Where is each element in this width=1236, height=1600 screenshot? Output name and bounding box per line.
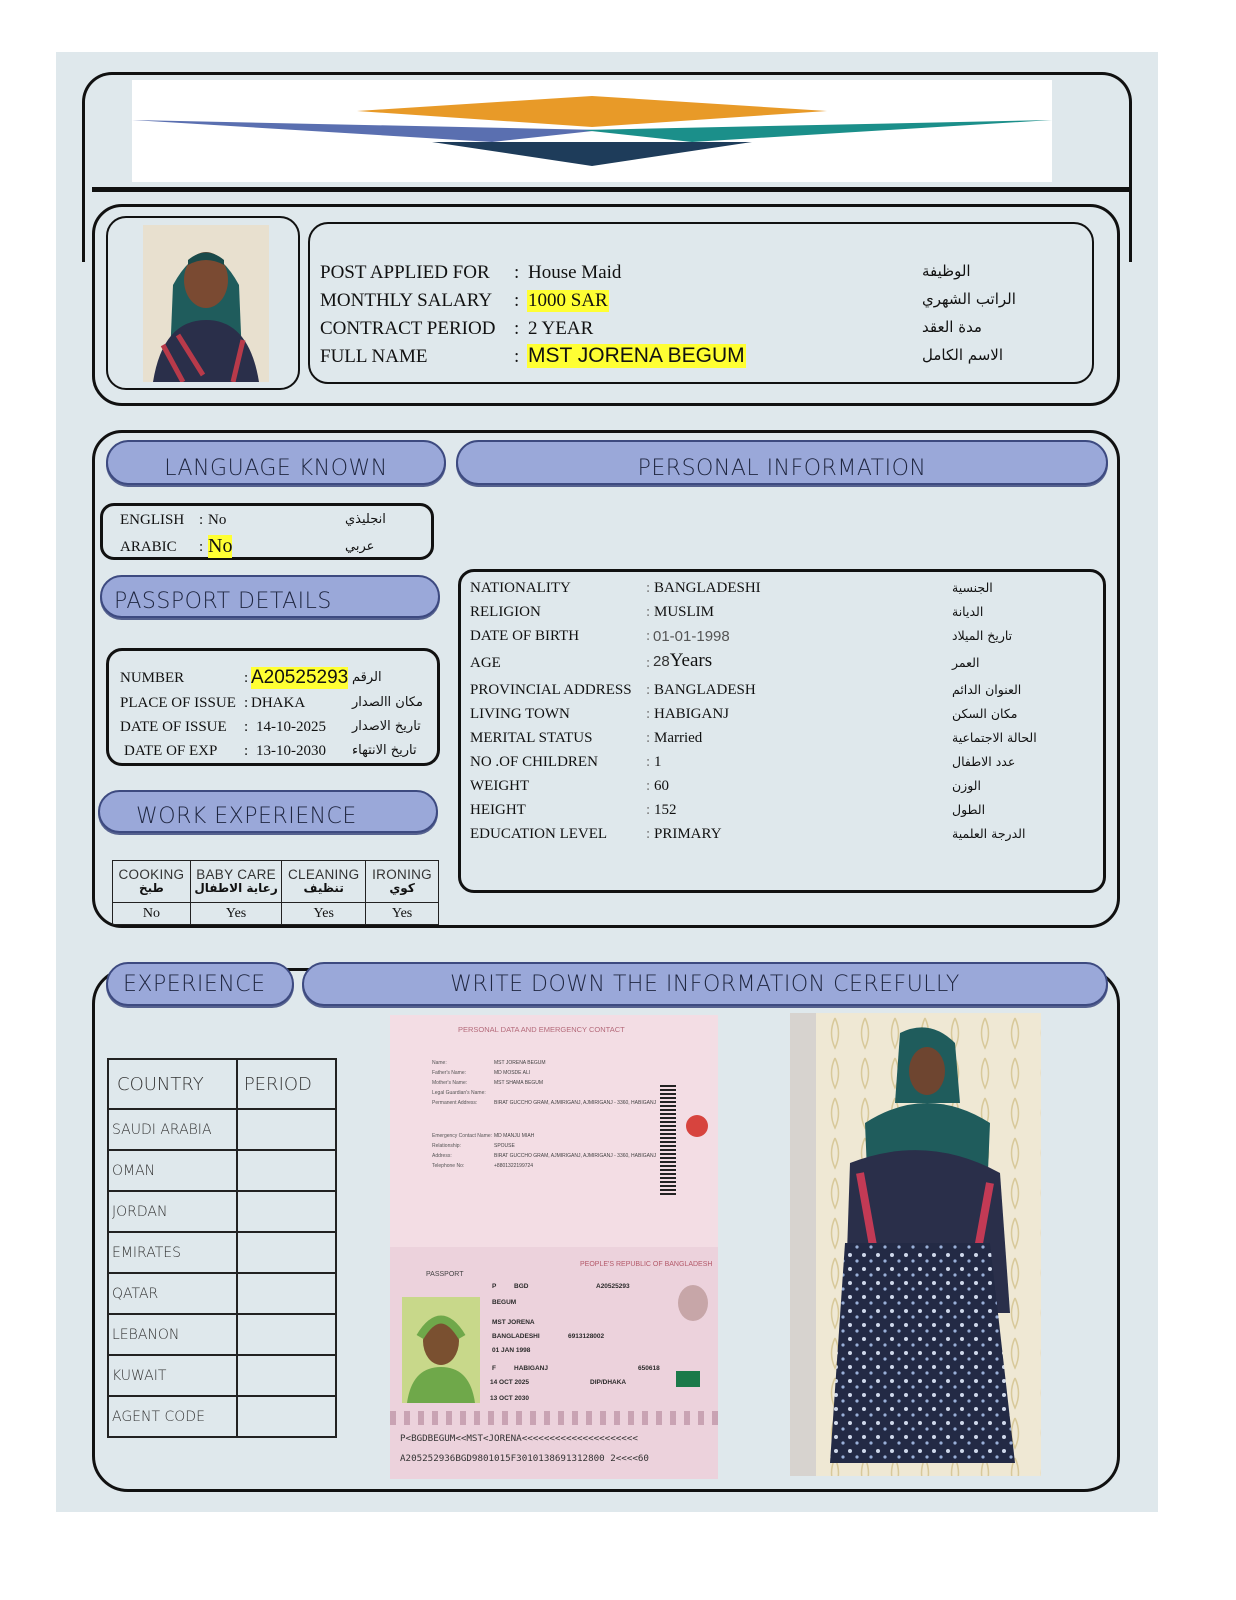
scan-field: BGD <box>514 1283 529 1290</box>
experience-row <box>108 1191 336 1232</box>
country-experience-table <box>107 1058 337 1438</box>
age-number: 28 <box>653 653 670 670</box>
experience-row <box>108 1355 336 1396</box>
personal-arabic-label: العمر <box>952 655 980 670</box>
scan-field-label: Emergency Contact Name: <box>432 1133 493 1139</box>
scan-field-label: Relationship: <box>432 1143 461 1149</box>
experience-row <box>108 1232 336 1273</box>
period-cell <box>237 1396 336 1437</box>
job-value: 2 YEAR <box>528 318 594 339</box>
experience-row <box>108 1109 336 1150</box>
work-header-cell <box>113 861 191 903</box>
scan-field: F <box>492 1365 496 1372</box>
country-cell: SAUDI ARABIA <box>108 1109 237 1150</box>
country-cell: JORDAN <box>108 1191 237 1232</box>
header-banner <box>132 80 1052 182</box>
country-cell: EMIRATES <box>108 1232 237 1273</box>
personal-colon: : <box>646 826 651 842</box>
job-colon: : <box>514 318 520 339</box>
scan-field: 650618 <box>638 1365 660 1372</box>
work-header <box>98 790 438 833</box>
scan-field-value: +8801322199724 <box>494 1163 534 1169</box>
experience-row <box>108 1273 336 1314</box>
work-skill-ar: طبخ <box>138 881 164 896</box>
passport-label: DATE OF ISSUE <box>120 719 227 735</box>
passport-value: A20525293 <box>251 667 349 688</box>
full-body-photo <box>790 1013 1041 1476</box>
personal-colon: : <box>646 802 651 818</box>
personal-arabic-label: مكان السكن <box>952 706 1018 721</box>
ghost-photo <box>678 1285 708 1321</box>
language-title: LANGUAGE KNOWN <box>164 456 388 481</box>
job-label: POST APPLIED FOR <box>320 262 490 283</box>
job-label: CONTRACT PERIOD <box>320 318 496 339</box>
experience-header-cell: COUNTRY <box>108 1059 237 1109</box>
scan-field: MST JORENA <box>492 1319 535 1326</box>
country-cell: QATAR <box>108 1273 237 1314</box>
experience-row <box>108 1150 336 1191</box>
personal-colon: : <box>646 730 651 746</box>
scan-field-label: Telephone No: <box>432 1163 465 1169</box>
personal-value: BANGLADESH <box>654 682 756 698</box>
personal-value: 01-01-1998 <box>653 628 730 645</box>
personal-label: WEIGHT <box>470 778 530 794</box>
language-label: ENGLISH <box>120 512 185 528</box>
scan-field: 14 OCT 2025 <box>490 1379 530 1386</box>
country-cell: AGENT CODE <box>108 1396 237 1437</box>
job-value: 1000 SAR <box>528 290 608 311</box>
passport-colon: : <box>244 719 249 735</box>
passport-colon: : <box>244 743 249 759</box>
banner-navy <box>432 142 752 166</box>
work-skill-en: CLEANING <box>287 866 360 882</box>
personal-colon: : <box>646 778 651 794</box>
scan-field: HABIGANJ <box>514 1365 548 1372</box>
language-label: ARABIC <box>120 539 177 555</box>
work-value-cell: Yes <box>366 903 439 925</box>
passport-arabic-label: الرقم <box>352 670 382 685</box>
banner-orange <box>357 96 827 127</box>
scan-field: 6913128002 <box>568 1333 605 1340</box>
work-skill-ar: تنظيف <box>303 881 344 896</box>
scan-field: DIP/DHAKA <box>590 1379 627 1386</box>
period-cell <box>237 1232 336 1273</box>
personal-header <box>456 440 1108 485</box>
scan-field-label: Permanent Address: <box>432 1100 478 1106</box>
scan-field-value: SPOUSE <box>494 1143 515 1149</box>
personal-value: BANGLADESHI <box>654 580 761 596</box>
passport-colon: : <box>244 670 249 686</box>
scan-field-value: MD MOSDE ALI <box>494 1070 531 1076</box>
scan-field: 13 OCT 2030 <box>490 1395 530 1402</box>
personal-label: PROVINCIAL ADDRESS <box>470 682 632 698</box>
work-value-cell: Yes <box>282 903 366 925</box>
personal-colon: : <box>646 655 651 671</box>
flag-icon <box>676 1371 700 1387</box>
personal-colon: : <box>646 754 651 770</box>
scan-field-label: Legal Guardian's Name: <box>432 1090 486 1096</box>
banner-graphic <box>132 80 1052 182</box>
language-header <box>106 440 446 485</box>
work-skill-ar: رعاية الاطفال <box>194 881 278 896</box>
passport-arabic-label: مكان االصدار <box>352 695 423 710</box>
scan-field: BANGLADESHI <box>492 1333 540 1340</box>
experience-row <box>108 1314 336 1355</box>
profile-photo <box>143 225 269 382</box>
work-experience-table <box>112 860 439 925</box>
personal-label: MERITAL STATUS <box>470 730 593 746</box>
period-cell <box>237 1150 336 1191</box>
country-cell: KUWAIT <box>108 1355 237 1396</box>
personal-colon: : <box>646 628 651 644</box>
job-colon: : <box>514 262 520 283</box>
age-unit: Years <box>669 650 713 671</box>
work-header-cell <box>190 861 281 903</box>
personal-arabic-label: تاريخ الميلاد <box>952 628 1013 643</box>
experience-title: EXPERIENCE <box>123 971 266 997</box>
passport-value: 14-10-2025 <box>256 719 326 735</box>
country-cell: OMAN <box>108 1150 237 1191</box>
instructions-banner <box>302 962 1108 1006</box>
scan-field-value: BIRAT GUCCHO GRAM, AJMIRIGANJ, AJMIRIGANJ - 3360, HABIGANJ <box>494 1100 657 1106</box>
personal-value: MUSLIM <box>654 604 715 620</box>
period-cell <box>237 1273 336 1314</box>
personal-arabic-label: الحالة الاجتماعية <box>952 730 1037 745</box>
work-skill-en: IRONING <box>372 866 432 882</box>
scan-holder-photo <box>402 1297 480 1403</box>
work-value-row <box>113 903 439 925</box>
passport-title: PASSPORT DETAILS <box>114 589 332 614</box>
header-divider <box>92 187 1132 192</box>
scan-doc-label: PASSPORT <box>426 1271 464 1278</box>
personal-value: HABIGANJ <box>654 706 729 722</box>
personal-colon: : <box>646 682 651 698</box>
scan-field-label: Name: <box>432 1060 447 1066</box>
personal-label: NO .OF CHILDREN <box>470 754 598 770</box>
personal-label: RELIGION <box>470 604 541 620</box>
period-cell <box>237 1191 336 1232</box>
personal-colon: : <box>646 604 651 620</box>
personal-colon: : <box>646 580 651 596</box>
instructions-text: WRITE DOWN THE INFORMATION CEREFULLY <box>450 971 960 997</box>
banner-teal <box>582 120 1052 142</box>
scan-header: PEOPLE'S REPUBLIC OF BANGLADESH <box>580 1261 713 1268</box>
period-cell <box>237 1355 336 1396</box>
personal-colon: : <box>646 706 651 722</box>
passport-label: DATE OF EXP <box>124 743 218 759</box>
personal-arabic-label: الوزن <box>952 778 981 793</box>
scan-field-value: MST SHAMA BEGUM <box>494 1080 544 1086</box>
job-value: MST JORENA BEGUM <box>528 344 745 367</box>
job-colon: : <box>514 290 520 311</box>
job-colon: : <box>514 346 520 367</box>
language-value: No <box>208 535 233 557</box>
scan-section-title: PERSONAL DATA AND EMERGENCY CONTACT <box>458 1025 625 1034</box>
personal-arabic-label: الطول <box>952 802 986 817</box>
personal-value: 1 <box>654 754 662 770</box>
experience-header <box>106 962 294 1006</box>
passport-colon: : <box>244 695 249 711</box>
work-skill-en: BABY CARE <box>196 866 276 882</box>
personal-value: Married <box>654 730 703 746</box>
experience-header-row <box>108 1059 336 1109</box>
personal-label: NATIONALITY <box>470 580 571 596</box>
scan-field-label: Address: <box>432 1153 452 1159</box>
period-cell <box>237 1109 336 1150</box>
personal-arabic-label: العنوان الدائم <box>952 682 1022 697</box>
work-value-cell: Yes <box>190 903 281 925</box>
work-header-row <box>113 861 439 903</box>
scan-field-label: Father's Name: <box>432 1070 467 1076</box>
job-label: FULL NAME <box>320 346 428 367</box>
job-arabic-label: مدة العقد <box>922 318 982 336</box>
experience-row <box>108 1396 336 1437</box>
personal-value: PRIMARY <box>654 826 722 842</box>
scan-field: BEGUM <box>492 1299 517 1306</box>
personal-value: 60 <box>654 778 669 794</box>
country-cell: LEBANON <box>108 1314 237 1355</box>
language-arabic-label: انجليذي <box>345 512 386 527</box>
passport-arabic-label: تاريخ الانتهاء <box>352 743 417 758</box>
language-colon: : <box>199 512 204 528</box>
personal-label: LIVING TOWN <box>470 706 570 722</box>
job-arabic-label: الاسم الكامل <box>922 346 1004 364</box>
personal-label: DATE OF BIRTH <box>470 628 580 644</box>
standing-person-icon <box>790 1013 1041 1476</box>
work-skill-en: COOKING <box>118 866 185 882</box>
work-title: WORK EXPERIENCE <box>136 804 357 829</box>
scan-field-value: BIRAT GUCCHO GRAM, AJMIRIGANJ, AJMIRIGANJ - 3360, HABIGANJ <box>494 1153 657 1159</box>
personal-label: EDUCATION LEVEL <box>470 826 608 842</box>
passport-header <box>100 575 440 618</box>
passport-photo-icon <box>402 1297 480 1403</box>
work-value-cell: No <box>113 903 191 925</box>
passport-value: DHAKA <box>251 695 306 711</box>
job-arabic-label: الوظيفة <box>922 262 971 280</box>
scan-field: P <box>492 1283 497 1290</box>
work-header-cell <box>282 861 366 903</box>
job-value: House Maid <box>528 262 622 283</box>
passport-value: 13-10-2030 <box>256 743 326 759</box>
scan-field: A20525293 <box>596 1283 630 1290</box>
job-label: MONTHLY SALARY <box>320 290 493 311</box>
language-arabic-label: عربي <box>345 539 375 554</box>
scan-field: 01 JAN 1998 <box>492 1347 531 1354</box>
personal-value <box>653 650 712 672</box>
personal-title: PERSONAL INFORMATION <box>637 456 927 481</box>
personal-arabic-label: الدرجة العلمية <box>952 826 1026 841</box>
banner-blue <box>132 120 602 142</box>
passport-label: NUMBER <box>120 670 185 686</box>
personal-arabic-label: الديانة <box>952 604 984 619</box>
scan-field-value: MD MANJU MIAH <box>494 1133 535 1139</box>
passport-scan-image <box>390 1015 718 1479</box>
work-skill-ar: كوي <box>389 881 415 896</box>
personal-value: 152 <box>654 802 677 818</box>
experience-header-cell: PERIOD <box>237 1059 336 1109</box>
barcode-icon <box>660 1085 676 1195</box>
seal-icon <box>686 1115 708 1137</box>
scan-mrz-line-2: A205252936BGD9801015F3010138691312800 2<<<<60 <box>400 1453 649 1464</box>
scan-field-value: MST JORENA BEGUM <box>494 1060 546 1066</box>
job-arabic-label: الراتب الشهري <box>922 290 1016 308</box>
personal-label: AGE <box>470 655 501 671</box>
scan-field-label: Mother's Name: <box>432 1080 468 1086</box>
period-cell <box>237 1314 336 1355</box>
passport-label: PLACE OF ISSUE <box>120 695 236 711</box>
scan-mrz-line-1: P<BGDBEGUM<<MST<JORENA<<<<<<<<<<<<<<<<<<<<< <box>400 1433 638 1444</box>
person-portrait-icon <box>143 225 269 382</box>
language-colon: : <box>199 539 204 555</box>
personal-arabic-label: الجنسية <box>952 580 993 595</box>
language-value: No <box>208 512 227 528</box>
passport-arabic-label: تاريخ الاصدار <box>352 719 421 734</box>
work-header-cell <box>366 861 439 903</box>
personal-arabic-label: عدد الاطفال <box>952 754 1016 769</box>
personal-label: HEIGHT <box>470 802 526 818</box>
